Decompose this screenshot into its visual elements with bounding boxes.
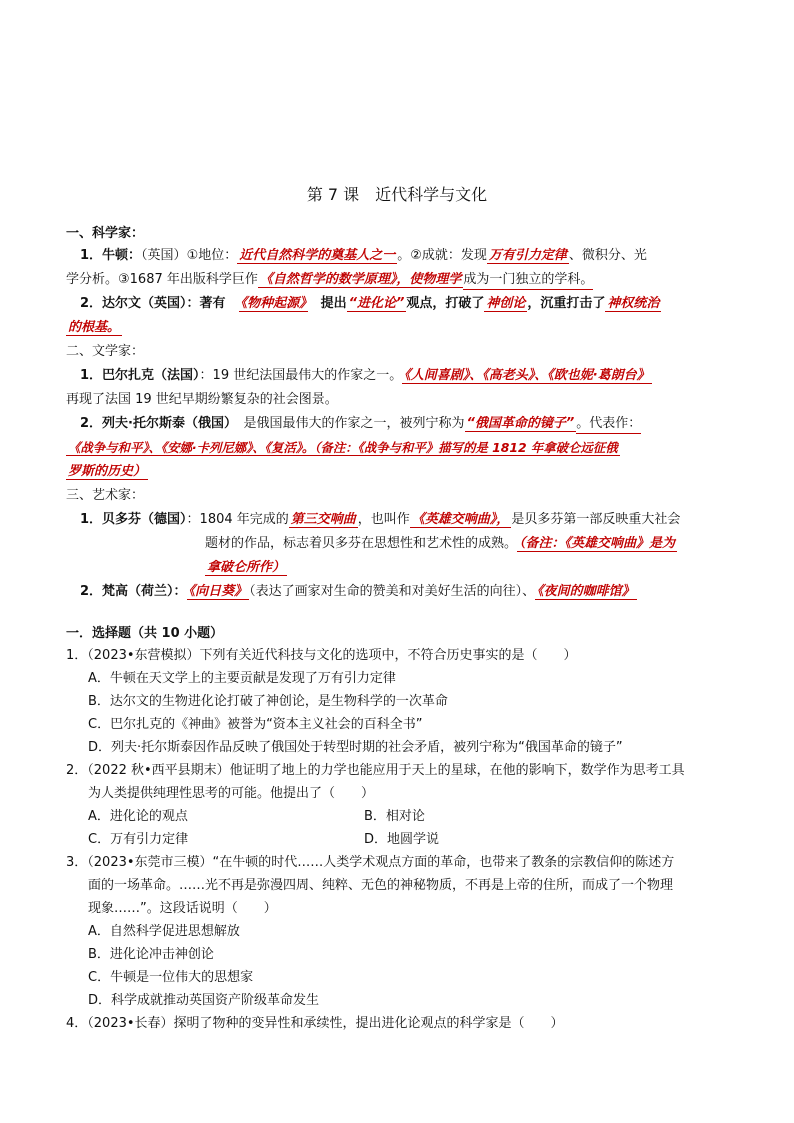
q2-option-a[interactable]: A．进化论的观点 [88,809,188,824]
darwin-answer-creationism: 神创论 [486,296,526,311]
balzac-line-1 [80,367,652,385]
section-heading-scientists: 一、科学家： [66,226,145,241]
newton-answer-gravity: 万有引力定律 [488,248,567,263]
text: （表达了画家对生命的赞美和对美好生活的向往）、 [249,584,536,599]
darwin-line-2 [66,319,122,337]
text: 题材的作品，标志着贝多芬在思想性和艺术性的成熟。 [205,536,518,551]
darwin-label: 2．达尔文（英国） [80,296,187,311]
tolstoy-answer-history: 罗斯的历史） [68,464,147,479]
q1-option-c[interactable]: C．巴尔扎克的《神曲》被誉为“资本主义社会的百科全书” [88,717,423,732]
balzac-answer-works: 《人间喜剧》、《高老头》、《欧也妮·葛朗台》 [404,368,650,383]
balzac-line-2: 再现了法国 19 世纪早期纷繁复杂的社会图景。 [66,392,338,407]
tolstoy-line-3 [66,463,148,481]
q2-stem-1: 2．（2022 秋•西平县期末）他证明了地上的力学也能应用于天上的星球，在他的影响下，数学作为思考工具 [66,763,685,778]
darwin-answer-foundation: 的根基。 [68,320,121,335]
q3-option-b[interactable]: B．进化论冲击神创论 [88,947,214,962]
beethoven-label: 1．贝多芬（德国） [80,512,187,527]
balzac-label: 1．巴尔扎克（法国） [80,368,200,383]
darwin-answer-evolution: “进化论” [348,296,405,311]
text: ，沉重打击了 [527,296,606,311]
newton-answer-principia: 《自然哲学的数学原理》，使物理学 [259,272,462,287]
text: 观点，打破了 [406,296,485,311]
vangogh-line [80,583,637,601]
q2-option-b[interactable]: B．相对论 [364,809,425,824]
page-title: 第 7 课 近代科学与文化 [306,185,488,204]
q2-option-d[interactable]: D．地圆学说 [364,832,440,847]
q1-stem: 1．（2023•东营模拟）下列有关近代科技与文化的选项中，不符合历史事实的是（ ） [66,648,577,663]
tolstoy-label: 2．列夫·托尔斯泰（俄国） [80,416,231,431]
beethoven-line-1 [80,511,680,529]
beethoven-line-3 [205,559,287,577]
tolstoy-line-1 [80,415,641,434]
quiz-heading: 一．选择题（共 10 小题） [66,626,224,641]
text: ，也叫作 [357,512,410,527]
q3-stem-3: 现象……”。这段话说明（ ） [88,901,277,916]
section-heading-writers: 二、文学家： [66,344,145,359]
q3-stem-2: 面的一场革命。……光不再是弥漫四周、纯粹、无色的神秘物质，不再是上帝的住所，而成了一个物理 [88,878,674,893]
vangogh-label: 2．梵高（荷兰） [80,584,174,599]
q3-stem-1: 3．（2023•东莞市三模）“在牛顿的时代……人类学术观点方面的革命，也带来了教条的宗教信仰的陈述方 [66,855,675,870]
text: 成为一门独立的学科。 [463,271,593,290]
q2-stem-2: 为人类提供纯理性思考的可能。他提出了（ ） [88,786,375,801]
newton-line-1 [80,247,647,265]
vangogh-answer-sunflowers: 《向日葵》 [188,584,248,599]
q2-option-c[interactable]: C．万有引力定律 [88,832,189,847]
q1-option-d[interactable]: D．列夫·托尔斯泰因作品反映了俄国处于转型时期的社会矛盾，被列宁称为“俄国革命的镜子” [88,740,623,755]
vangogh-answer-cafe: 《夜间的咖啡馆》 [537,584,635,599]
text: ①地位： [186,248,238,263]
beethoven-answer-eroica: 《英雄交响曲》， [411,512,510,527]
text: 学分析。③1687 年出版科学巨作 [66,272,258,287]
tolstoy-line-2 [66,439,620,457]
beethoven-line-2 [205,535,677,553]
newton-line-2 [66,271,593,290]
text: 是贝多芬第一部反映重大社会 [511,512,681,527]
q1-option-a[interactable]: A．牛顿在天文学上的主要贡献是发现了万有引力定律 [88,671,396,686]
text: 。②成就：发现 [397,248,487,263]
text: ：著有 [186,296,226,311]
text: 、微积分、光 [568,248,647,263]
text: ： [173,584,187,599]
q3-option-c[interactable]: C．牛顿是一位伟大的思想家 [88,970,254,985]
newton-label: 1．牛顿： [80,248,142,263]
newton-answer-status: 近代自然科学的奠基人之一 [239,248,396,263]
text: 。代表作： [576,415,641,434]
q3-option-a[interactable]: A．自然科学促进思想解放 [88,924,240,939]
newton-country: （英国） [141,248,187,263]
q1-option-b[interactable]: B．达尔文的生物进化论打破了神创论，是生物科学的一次革命 [88,694,448,709]
darwin-answer-theocracy: 神权统治 [607,296,660,311]
tolstoy-answer-mirror: “俄国革命的镜子” [466,416,575,431]
tolstoy-answer-works: 《战争与和平》、《安娜·卡列尼娜》、《复活》。（备注：《战争与和平》描写的是 1812 年拿破仑远征俄 [68,440,618,455]
q3-option-d[interactable]: D．科学成就推动英国资产阶级革命发生 [88,993,320,1008]
beethoven-answer-napoleon: 拿破仑所作） [207,560,286,575]
text: 是俄国最伟大的作家之一，被列宁称为 [243,416,465,431]
beethoven-answer-third: 第三交响曲 [290,512,356,527]
darwin-line-1 [80,295,661,313]
beethoven-answer-note: （备注：《英雄交响曲》是为 [519,536,676,551]
text: ：19 世纪法国最伟大的作家之一。 [199,368,403,383]
q4-stem: 4．（2023•长春）探明了物种的变异性和承续性，提出进化论观点的科学家是（ ） [66,1016,564,1031]
darwin-answer-origin: 《物种起源》 [240,296,306,311]
text: ：1804 年完成的 [186,512,289,527]
text: 提出 [320,296,347,311]
section-heading-artists: 三、艺术家： [66,488,145,503]
